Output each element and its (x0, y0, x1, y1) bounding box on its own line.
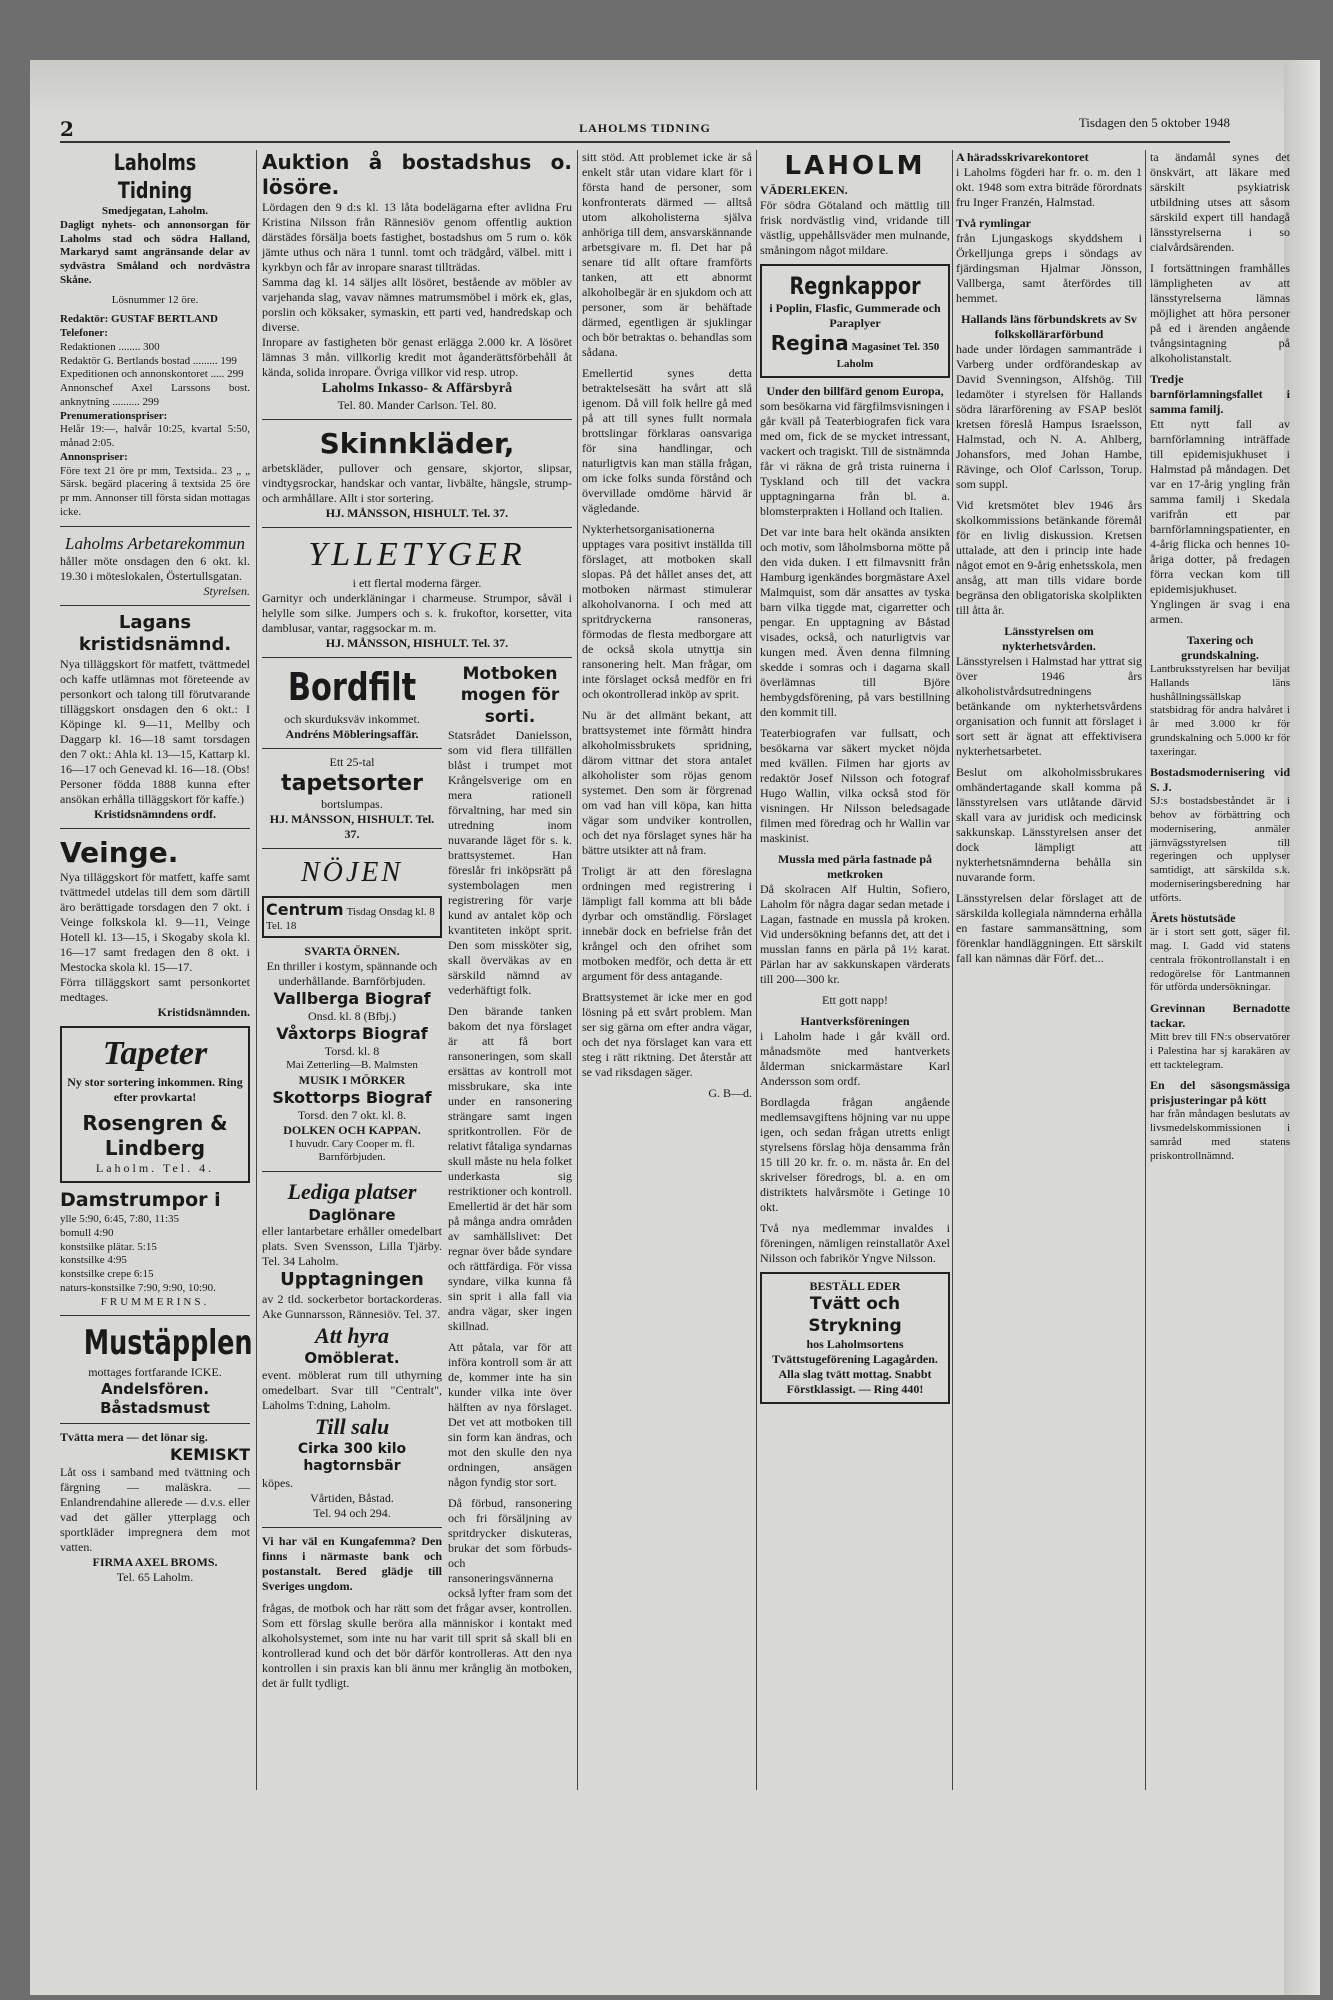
hallands-heading: Hallands läns förbundskrets av Sv folkskollärarförbund (961, 312, 1137, 341)
hallands-p2: Vid kretsmötet blev 1946 års skolkommissions betänkande föremål för en livlig diskussion. Kretsen uttalade, att den i princip inte hade något emot en 9-årig enhetsskola, men ansåg, att man tills vidare borde begränsa den obligatoriska skolplikten till åtta år. (956, 498, 1142, 617)
tapet-sub: bortslumpas. (321, 797, 383, 811)
adprice-text: Före text 21 öre pr mm, Textsida.. 23 „ „ Särsk. begärd placering å textsida 25 öre pr mm. Annonser till första sidan mottagas icke. (60, 464, 250, 518)
kungafemma-text: Vi har väl en Kungafemma? Den finns i närmaste bank och postanstalt. Bered glädje till Sveriges ungdom. (262, 1533, 442, 1593)
vallberga-sub: Onsd. kl. 8 (Bfbj.) (308, 1008, 396, 1023)
vader-heading: VÄDERLEKEN. (760, 182, 848, 197)
hantverk-p1: i Laholm hade i går kväll ord. månadsmöte med hantverkets ålderman snickarmästare Karl Andersson som ordf. (760, 1029, 950, 1089)
lansstyr-p1: Länsstyrelsen i Halmstad har yttrat sig över 1946 års alkoholistvårdsutredningens betänkande om nykterhetsvårdens organisation och funnit att förslaget i sort sett är ägnat att effektivisera nykterhetsarbetet. (956, 654, 1142, 758)
film-p1: som besökarna vid färgfilmsvisningen i går kväll på Teaterbiografen fick vara med om, fick de se mycket intressant, vackert och tragiskt. Till de sistnämnda får vi räkna de grå trista ruinerna i Tyskland och till det vackra upptagningarna från bl. a. blomsterprakten i Holland och Italien. (760, 399, 950, 519)
harad-heading: A häradsskrivarekontoret (956, 150, 1089, 164)
veinge-text2: Förra tilläggskort samt personkortet medtages. (60, 974, 250, 1004)
lansstyr-p3: Länsstyrelsen delar förslaget att de särskilda kollegiala nämnderna erhålla en fastare sammansättning, som förenklar handläggningen. Ett särskilt fall kan nämnas där Förf. det... (956, 891, 1142, 965)
hostutsade-heading: Ärets höstutsäde (1150, 911, 1236, 926)
skinn-firm: HJ. MÅNSSON, HISHULT. Tel. 37. (325, 505, 509, 520)
col3-sign: G. B—d. (708, 1086, 752, 1100)
motboken-p4: Då förbud, ransonering och fri försäljning av spritdrycker diskuteras, brukar det som förbuds- och ransoneringsvännerna också lyfter fram som det frågas, de motbok och har rätt som det frågar avser, kontrollen. Som ett förslag skulle beröra alla människor i kontakt med alkoholsystemet, som inte nu har varit till sprit så skall bli en kontrollerad kund och det bör därför kontrolleras. Att den nya kontrollen i sin praxis kan bli ännu mer krånglig än motboken, det är fullt tydligt. (262, 1495, 572, 1690)
film-heading: Under den billfärd genom Europa, (766, 384, 944, 399)
ylletyger-text: Garnityr och underkläningar i charmeuse. Strumpor, såväl i helylle som silke. Jumpers och s. k. frukoftor, korsetter, vita damblusar, vantar, raggsockar m. m. (262, 591, 572, 635)
phone-line: Redaktör G. Bertlands bostad ......... 199 (60, 354, 237, 367)
grevinnan-text: Mitt brev till FN:s observatörer i Palestina har sj karakären av ett tacktelegram. (1150, 1031, 1290, 1071)
tredje-heading: Tredje barnförlamningsfallet i samma familj. (1150, 372, 1290, 416)
motboken-p3: Att påtala, var för att införa kontroll som är att de, kommer inte ha sin kunder vilka inte över hälften av nya förslaget. Det vet att motboken till sin form kan ändras, och mot den skulle den nya ordningen, ansägen någon fyndig stor sort. (448, 1339, 572, 1489)
price: Lösnummer 12 öre. (111, 293, 199, 306)
column-rule (1145, 150, 1146, 1790)
motboken-p2: Den bärande tanken bakom det nya förslaget är att få bort ransoneringen, som skall ersättas av kontroll mot missbrukare, ska inte under en ransonering strängare samt ingen spritkontrollen. För de relativt fåtaliga syndarnas skull måste nu hela folket underkasta sig restriktioner och kontroll. Emellertid är det här som på många andra områden av samhällslivet: Det regnar över både syndare och rättfärdiga. För vissa syndare, vilka kunna få sin sprit i alla fall via andra vägar, sker ingen skillnad. (448, 1003, 572, 1333)
tapeter-ad (60, 1026, 250, 1184)
hagtorn-title: Cirka 300 kilo hagtornsbär (297, 1440, 407, 1474)
skottorp-cast: I huvudr. Cary Cooper m. fl. Barnförbjuden. (289, 1137, 415, 1164)
col3-p6: Brattsystemet är icke mer en god lösning på ett svårt problem. Man ser sig gärna om efter andra vägar, och det nya förslaget kan vara ett steg i rätt riktning. Det återstår att se vad riksdagen säger. (582, 990, 752, 1079)
ylletyger-firm: HJ. MÅNSSON, HISHULT. Tel. 37. (325, 636, 509, 650)
film-p3: Teaterbiografen var fullsatt, och besökarna var säkert mycket nöjda med kvällen. Filmen har gjorts av redaktör Josef Nilsson och fotograf Hugo Wallin, vilka också stod för visningen. Hr Nilsson beledsagade filmen med föredrag och hr Wallin var maskinist. (760, 726, 950, 846)
hantverk-p3: Två nya medlemmar invaldes i föreningen, nämligen reinstallatör Axel Nilsson och fabrikör Yngve Nilsson. (760, 1221, 950, 1266)
vallberga-title: Vallberga Biograf (273, 988, 431, 1008)
hagtorn-firm: Vårtiden, Båstad. (310, 1490, 394, 1505)
kem-title: Tvätta mera — det lönar sig. (60, 1430, 208, 1445)
rymlingar-heading: Två rymlingar (956, 216, 1031, 230)
lansstyr-heading: Länsstyrelsen om nykterhetsvården. (1002, 624, 1096, 653)
arb-sign: Styrelsen. (203, 583, 250, 598)
taxering-text: Lantbruksstyrelsen har beviljat Hallands läns hushållningssällskap statsbidrag för andra halvåret i år med 3.000 kr för grundskalning och 5.000 kr för taxeringar. (1150, 663, 1290, 758)
must-title: Mustäpplen (83, 1323, 253, 1364)
col3-p5: Troligt är att den föreslagna ordningen med registrering i lämpligt fall komma att bli både dyrbar och omständlig. Förslaget innebär dock en befrielse från det krångel och den ofrihet som motboken medför, och detta är ett argument för dess antagande. (582, 864, 752, 983)
tapet-head: Ett 25-tal (329, 754, 375, 769)
dam-row: konstsilke 4:95 (60, 1254, 127, 1267)
dam-row: naturs-konstsilke 7:90, 9:90, 10:90. (60, 1281, 216, 1294)
column-1 (60, 150, 253, 1790)
subs-text: Helår 19:—, halvår 10:25, kvartal 5:50, månad 2:05. (60, 423, 250, 449)
lagan-text: Nya tilläggskort för matfett, tvättmedel och kaffe utlämnas mot företeende av personkort och talong till förutvarande tilläggskort onsdagen den 6 okt.: I Köpinge kl. 9—11, Mellby och Daggarp kl. 16—18 samt torsdagen den 7 okt.: Ahla kl. 13—15, Kattarp kl. 16—17 och Genevad kl. 16—18. (Obs! Personer födda 1888 kunna efter ansökan erhålla tilläggskort för kaffe.) (60, 656, 250, 806)
film-p2: Det var inte bara helt okända ansikten och motiv, som låholmsborna mötte på den vida duken. I ett filmavsnitt från Hamburg igenkändes borgmästare Axel Malmquist, som där ansattes av tyska barn vilka tiggde mat, cigarretter och pengar. En upptagning av Båstad visades, också, och naturligtvis var kungen med. Även denna filmning skedde i somras och i dagarna skall överlämnas till Björe hembygdsförening, på vars bestillning den kommit till. (760, 525, 950, 720)
ylletyger-title: YLLETYGER (308, 535, 526, 573)
paper-desc: Dagligt nyhets- och annonsorgan för Laholms stad och södra Halland, Markaryd samt angränsande delar av sydvästra Småland och nordvästra Skåne. (60, 218, 250, 286)
bostad-text: SJ:s bostadsbeståndet är i behov av förbättring och modernisering, anmäler järnvägsstyrelsen till regeringen och upplyser samtidigt, att särskilda s.k. moderniseringsberedning har utförts. (1150, 795, 1290, 904)
dam-row: ylle 5:90, 6:45, 7:80, 11:35 (60, 1213, 180, 1225)
vaxtorp-film: MUSIK I MÖRKER (298, 1072, 406, 1087)
col3-p2: Emellertid synes detta betraktelsesätt ha svårt att slå igenom. Då vill folk hellre gå med på att till synes fullt normala brottslingar förklaras oansvariga för sina handlingar, och naturligtvis kan man ställa frågan, om icke folks sunda förstånd och övervillade omdöme härvid är vägledande. (582, 366, 752, 515)
col6-p2: I fortsättningen framhålles lämpligheten av att länsstyrelserna lämnas möjlighet att höra personer på ed i ärenden angående tvångsintagning på alkoholistanstalt. (1150, 261, 1290, 365)
masthead: Laholms Tidning (113, 151, 197, 204)
column-3 (582, 150, 752, 1790)
bordfilt-firm: Andréns Möbleringsaffär. (285, 726, 419, 741)
page-number: 2 (60, 117, 74, 141)
mussla-heading: Mussla med pärla fastnade på metkroken (777, 852, 932, 882)
dam-firm: FRUMMERINS. (100, 1295, 210, 1308)
adprice-heading: Annonspriser: (60, 450, 128, 463)
column-rule (256, 150, 257, 1790)
phone-line: Annonschef Axel Larssons bost. anknytning .......... 299 (60, 382, 250, 408)
auktion-tel: Tel. 80. Mander Carlson. Tel. 80. (337, 397, 497, 412)
veinge-title: Veinge. (60, 835, 179, 869)
harad-text: i Laholms fögderi har fr. o. m. den 1 okt. 1948 som extra biträde förordnats fru Inger Franzén, Halmstad. (956, 165, 1142, 209)
tapet-title: tapetsorter (281, 770, 423, 796)
arb-text: håller möte onsdagen den 6 okt. kl. 19.30 i möteslokalen, Östertullsgatan. (60, 553, 250, 583)
daglonare-title: Daglönare (308, 1205, 396, 1224)
skottorp-sub: Torsd. den 7 okt. kl. 8. (297, 1107, 407, 1122)
motboken-p1: Statsrådet Danielsson, som vid flera tillfällen blåst i trumpet mot Krångelsverige om en mera rationell förvaltning, har med sin utredning inom nuvarande läget för s. k. brattsystemet. Han föreslår fri inköpsrätt på systembolagen men registrering för varje kund av antalet köp och kvantiteten inköpt sprit. Den som missköter sig, skall överväkas av en särskild nämnd av vederhäftigt folk. (448, 727, 572, 997)
dam-row: bomull 4:90 (60, 1226, 114, 1239)
subs-heading: Prenumerationspriser: (60, 409, 168, 422)
nojen-title: NÖJEN (300, 857, 404, 888)
motboken-title: Motboken mogen för sorti. (460, 664, 560, 727)
dam-row: konstsilke plätar. 5:15 (60, 1240, 157, 1253)
hagtorn-tel: Tel. 94 och 294. (313, 1505, 391, 1520)
hantverk-p2: Bordlagda frågan angående medlemsavgiftens höjning var nu uppe igen, och sedan frågan utretts enligt styrelsens förslag höja densamma från 15 till 20 kr. fr. o. m. nästa år. En del skrivelser föredrogs, bl. a. en om distriktets halvårsmöte i Getinge 10 okt. (760, 1095, 950, 1215)
atthyra-title: Att hyra (315, 1322, 389, 1348)
address: Smedjegatan, Laholm. (101, 205, 209, 217)
must-text: mottages fortfarande ICKE. (88, 1364, 222, 1379)
bordfilt-text: och skurduksväv inkommet. (284, 711, 420, 726)
auktion-text2: Samma dag kl. 14 säljes allt lösöret, bestående av möbler av varjehanda slag, vavav nämnes matrumsmöbel i mörk ek, glas, porslin och köksaker, symaskin, ett parti ved, handredskap och diverse. (262, 275, 572, 334)
dam-row: konstsilke crepe 6:15 (60, 1268, 154, 1280)
top-shadow (30, 60, 1320, 115)
vader-text: För södra Götaland och mättlig till frisk nordvästlig vind, vridande till västlig, uppehållsväder men mulnande, småningom något mildare. (760, 197, 950, 257)
hostutsade-text: är i stort sett gott, säger fil. mag. I. Gadd vid statens centrala frökontrollanstalt i en redogörelse för Lantmannen för utförda undersökningar. (1150, 926, 1290, 994)
lagan-sign: Kristidsnämndens ordf. (93, 806, 217, 821)
tillsalu-title: Till salu (314, 1414, 390, 1439)
centrum-tel: Tel. 18 (266, 920, 297, 932)
vaxtorp-title: Våxtorps Biograf (276, 1023, 428, 1043)
vaxtorp-sub: Torsd. kl. 8 (324, 1043, 380, 1058)
hallands-p1: hade under lördagen sammanträde i Varberg under ordförandeskap av David Svenningson, Alfshög. Till ledamöter i styrelsen för Hallands södra lärarförening av FSAP beslöt kretsen föreslå Hampus Israelsson, Halmstad, och N. A. Ahlberg, Johansfors, med Johan Hambe, Rävinge, och Olof Carlsson, Torup. som suppl. (956, 342, 1142, 491)
tvatt-ad (760, 1272, 950, 1404)
auktion-text: Lördagen den 9 d:s kl. 13 låta bodelägarna efter avlidna Fru Kristina Nilsson från Rännesiöv genom offentlig auktion därstädes försälja boets fastighet, bostadshus om 5 rum o. kök jämte uthus och nära 1 tunnl. tomt och trädgård, välbel. mitt i kyrkbyn och får av inropare snarast tillträdas. (262, 200, 572, 274)
column-5 (956, 150, 1142, 1790)
regn-firm: Regina (770, 330, 849, 355)
upptag-text: av 2 tld. sockerbetor bortackorderas. Ake Gunnarsson, Rännesiöv. Tel. 37. (262, 1291, 442, 1321)
hantverk-heading: Hantverksföreningen (800, 1014, 910, 1029)
paper-title: LAHOLMS TIDNING (579, 121, 711, 135)
vaxtorp-cast: Mai Zetterling—B. Malmsten (286, 1058, 418, 1071)
veinge-text: Nya tilläggskort för matfett, kaffe samt tvättmedel utdelas till dem som därtill äro berättigade torsdagen den 7 okt. i Veinge folkskola kl. 9—11, Veinge Hotell kl. 13—15, i Skogaby skola kl. 16—17 samt fredagen den 8 okt. i Mestocka skola kl. 15—17. (60, 869, 250, 974)
skottorp-film: DOLKEN OCH KAPPAN. (283, 1122, 421, 1137)
skottorp-title: Skottorps Biograf (272, 1087, 432, 1107)
lansstyr-p2: Beslut om alkoholmissbrukares omhändertagande skall komma på länsstyrelsen vars utlåtande därvid skall vara av juridisk och medicinsk sakkunskap. Länsstyrelsen anser det dock lämpligt att nykterhetsnämnderna behålla sin nuvarande form. (956, 765, 1142, 884)
omoblerat-title: Omöblerat. (304, 1349, 400, 1368)
auktion-title: Auktion å bostadshus o. lösöre. (262, 150, 572, 199)
daglonare-text: eller lantarbetare erhåller omedelbart plats. Sven Svensson, Lilla Tjärby. Tel. 34 Laholm. (262, 1224, 442, 1269)
tapet-firm: HJ. MÅNSSON, HISHULT. Tel. 37. (269, 812, 435, 841)
upptag-title: Upptagningen (280, 1269, 424, 1291)
centrum-film: SVARTA ÖRNEN. (304, 943, 400, 958)
tapeter-title: Tapeter (102, 1034, 208, 1072)
col3-p3: Nykterhetsorganisationerna upptages vara positivt inställda till förslaget, att motboken skall slopas. På det hållet anses det, att motboken närmast stimulerar alkoholvanorna. I och med att spritdryckerna ransoneras, förmodas de flesta medborgare att de också skola utnyttja sin ransonering helt. Man frågar, om inte förslaget också medför en fri och okontrollerad inköp av sprit. (582, 522, 752, 701)
mussla-text: Då skolracen Alf Hultin, Sofiero, Laholm för några dagar sedan metade i Lagan, fastnade en mussla på kroken. Vid undersökning befanns det, att det i musslan fanns en pärla på 1½ karat. Pärlan har av sakkunskapen värderats till 200—300 kr. (760, 882, 950, 987)
bostad-heading: Bostadsmodernisering vid S. J. (1150, 765, 1290, 795)
column-rule (756, 150, 757, 1790)
col6-p1: ta ändamål synes det önskvärt, att läkare med särskilt psykiatrisk utbildning utses att såsom särskild expert till handagå länsstyrelserna i so cialvårdsärenden. (1150, 150, 1290, 254)
laholm-heading: LAHOLM (784, 151, 926, 181)
col3-p1: sitt stöd. Att problemet icke är så enkelt står utan vidare klart för i första hand de personer, som konfronterats därmed — alltså utom alkoholisterna själva anhöriga till dem, ansvarskännande arbetsgivare m. fl. Det har på senare tid allt oftare framförts tanken, att ett abnormt alkoholbegär är en sjukdom och att personer, som är behäftade därmed, egentligen är sjuklingar och bör betraktas o. behandlas som sådana. (582, 150, 752, 359)
regn-title: Regnkappor (789, 271, 921, 300)
dam-title: Damstrumpor i (60, 1189, 221, 1212)
tredje-text: Ett nytt fall av barnförlamning inträffade till epidemisjukhuset i Halmstad på måndagen. Det var en 17-årig yngling från samma familj i Skedala varifrån ett par barnförlamningspatienter, en 4-årig flicka och hennes 10-åriga dotter, på fredagen förra veckan kom till epidemisjukhuset. Ynglingen är svag i ena armen. (1150, 417, 1290, 626)
centrum-day: Tisdag Onsdag kl. 8 (346, 906, 435, 918)
column-rule (577, 150, 578, 1790)
veinge-sign: Kristidsnämnden. (157, 1004, 250, 1019)
kem-firm: FIRMA AXEL BROMS. (92, 1555, 218, 1570)
phone-line: Expeditionen och annonskontoret ..... 299 (60, 368, 244, 381)
sasong-text: har från måndagen beslutats av livsmedelskommissionen i samråd med statens priskontrollnämnd. (1150, 1108, 1290, 1162)
tvatt-title: BESTÄLL EDER (809, 1279, 901, 1294)
must-firm: Andelsfören. Båstadsmust (100, 1379, 210, 1417)
auktion-firm: Laholms Inkasso- & Affärsbyrå (321, 381, 513, 396)
column-rule (952, 150, 953, 1790)
centrum-name: Centrum (266, 900, 344, 919)
kem-tel: Tel. 65 Laholm. (116, 1570, 194, 1585)
auktion-text3: Inropare av fastigheten bör genast erlägga 2.000 kr. A lösöret lämnas 3 mån. villkorlig kredit mot åganderättsförbehåll åt kända, solida inropare. Övriga villkor vid resp. utrop. (262, 335, 572, 379)
column-6 (1150, 150, 1290, 1790)
lagan-title: Lagans kristidsnämnd. (78, 611, 232, 656)
tapeter-text: Ny stor sortering inkommen. Ring efter provkarta! (67, 1075, 243, 1105)
kem-brand: KEMISKT (169, 1445, 250, 1465)
kem-text: Låt oss i samband med tvättning och färgning — maläskra. — Enlandrendahine allerede — d.v.s. eller vad det gäller ytterplagg och sportkläder impregnera dem mot vatten. (60, 1465, 250, 1555)
rymlingar-text: från Ljungaskogs skyddshem i Örkelljunga greps i söndags av fjärdingsman Hjalmar Jönsson, Vallberga, samt återfördes till hemmet. (956, 231, 1142, 305)
omoblerat-text: event. möblerat rum till uthyrning omedelbart. Svar till "Centralt", Laholms T:dning, Laholm. (262, 1368, 442, 1412)
skinn-text: arbetskläder, pullover och gensare, skjortor, slipsar, vindtygsrockar, handskar och vantar, livbälte, hängsle, strump- och armhållare. Allt i stor sortering. (262, 460, 572, 505)
tvatt-text: hos Laholmsortens Tvättstugeförening Lagagården. Alla slag tvätt mottag. Snabbt Förstklassigt. — Ring 440! (772, 1336, 938, 1396)
taxering-heading: Taxering och grundskalning. (1181, 633, 1259, 662)
column-4 (760, 150, 950, 1790)
arb-title: Laholms Arbetarekommun (65, 533, 245, 553)
tapeter-firm: Rosengren & Lindberg (82, 1111, 228, 1161)
editor: Redaktör: GUSTAF BERTLAND (60, 313, 218, 326)
lediga-title: Lediga platser (287, 1179, 417, 1204)
grevinnan-heading: Grevinnan Bernadotte tackar. (1150, 1001, 1290, 1030)
phone-line: Redaktionen ........ 300 (60, 340, 160, 353)
bordfilt-title: Bordfilt (287, 665, 417, 709)
sasong-heading: En del säsongsmässiga prisjusteringar på kött (1150, 1078, 1290, 1108)
tapeter-tel: Laholm. Tel. 4. (95, 1161, 215, 1176)
regn-text: i Poplin, Flasfic, Gummerade och Paraplyer (769, 300, 941, 330)
regn-tel: Magasinet Tel. 350 Laholm (836, 340, 940, 370)
phones-heading: Telefoner: (60, 327, 108, 339)
ylletyger-sub: i ett flertal moderna färger. (352, 576, 482, 590)
tvatt-sub: Tvätt och Strykning (808, 1294, 902, 1336)
page-header (60, 115, 1230, 143)
regnkappor-ad (760, 264, 950, 379)
issue-date: Tisdagen den 5 oktober 1948 (1078, 115, 1230, 130)
centrum-desc: En thriller i kostym, spännande och underhållande. Barnförbjuden. (266, 958, 438, 988)
hagtorn-text: köpes. (262, 1475, 293, 1490)
mussla-sign: Ett gott napp! (822, 993, 888, 1008)
column-2 (262, 150, 572, 1790)
skinn-title: Skinnkläder, (319, 426, 515, 460)
col3-p4: Nu är det allmänt bekant, att brattsystemet inte förmått hindra alkoholmissbrukets spridning, därom vittnar det stora antalet alkoholister som röjas genom systemet. Den som är förgrenad om vad han vill köpa, kan hitta vägar som undviker kontrollen, och det nya förslaget synes här ha bättre utsikter att nå fram. (582, 708, 752, 857)
